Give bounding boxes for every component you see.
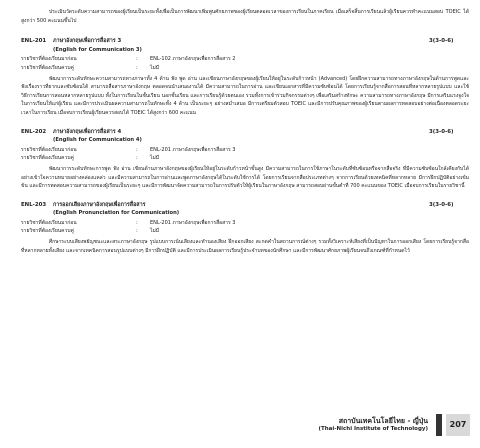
course-block bbox=[21, 201, 469, 256]
corequisite-label: รายวิชาที่ต้องเรียนควบคู่ bbox=[21, 155, 74, 162]
corequisite-value: ไม่มี bbox=[150, 155, 160, 162]
footer-text bbox=[318, 417, 428, 433]
course-title-en: (English Pronunciation for Communication) bbox=[53, 210, 180, 217]
prerequisite-value: ENL-102 ภาษาอังกฤษเพื่อการสื่อสาร 2 bbox=[150, 56, 236, 63]
colon: : bbox=[136, 56, 138, 63]
page-footer bbox=[318, 414, 470, 436]
colon: : bbox=[136, 219, 138, 226]
course-title-th: การออกเสียงภาษาอังกฤษเพื่อการสื่อสาร bbox=[53, 201, 146, 208]
institute-name-th: สถาบันเทคโนโลยีไทย - ญี่ปุ่น bbox=[338, 417, 428, 425]
course-code: ENL-202 bbox=[21, 128, 47, 135]
colon: : bbox=[136, 155, 138, 162]
colon: : bbox=[136, 146, 138, 153]
course-heading bbox=[21, 128, 469, 137]
course-description: พัฒนาการระดับทักษะความสามารถทางภาษาทั้ง 4 ด้าน ฟัง พูด อ่าน และเขียนภาษาอังกฤษของผู้เรียนให้อยู่ในระดับก้าวหน้า (Advanced) โดยฝึกความสามารถทางภาษาอังกฤษในด้านการพูดและฟังเรื่องราวที่ยากและซับซ้อนได้ สามารถสื่อสารภาษาอังกฤษ ตลอดจนนำเสนองานได้ มีความสามารถในการอ่าน และเขียนเอกสารที่มีความซับซ้อนได้ โดยการเรียนรู้จากสื่อการสอนที่หลากหลายรูปแบบ และใช้วิธีการเรียนการสอนหลากหลายรูปแบบ ทั้งในการเรียนในชั้นเรียน นอกชั้นเรียน และการเรียนรู้ด้วยตนเอง รวมทั้งการเข้าร่วมกิจกรรมต่างๆ เพื่อเสริมสร้างทักษะ ความสามารถทางภาษาอังกฤษ มีการเสริมแรงจูงใจในการเรียนให้แก่ผู้เรียน และมีการประเมินผลความสามารถในทักษะทั้ง 4 ด้าน เป็นระยะๆ อย่างสม่ำเสมอ มีการเตรียมตัวสอบ TOEIC และมีการปรับคุณภาพของผู้เรียนตามผลการทดสอบอย่างต่อเนื่องตลอดระยะเวลาในการเรียน เมื่อจบการเรียนผู้เรียนควรสอบได้ TOEIC ได้สูงกว่า 600 คะแนน bbox=[21, 75, 469, 116]
course-title-th: ภาษาอังกฤษเพื่อการสื่อสาร 3 bbox=[53, 38, 122, 45]
course-heading bbox=[21, 37, 469, 46]
corequisite-label: รายวิชาที่ต้องเรียนควบคู่ bbox=[21, 64, 74, 71]
page-content bbox=[21, 8, 469, 265]
page-number: 207 bbox=[446, 414, 470, 436]
prerequisite-row bbox=[21, 146, 469, 155]
colon: : bbox=[136, 64, 138, 71]
corequisite-label: รายวิชาที่ต้องเรียนควบคู่ bbox=[21, 228, 74, 235]
course-code: ENL-203 bbox=[21, 201, 47, 208]
prerequisite-label: รายวิชาที่ต้องเรียนมาก่อน bbox=[21, 146, 77, 153]
course-description: ศึกษาระบบเสียงพยัญชนะและสระภาษาอังกฤษ รูปแบบการเน้นเสียงและทำนองเสียง ฝึกออกเสียง สะกดคำในสถานการณ์ต่างๆ รวมทั้งวิเคราะห์เสียงที่เป็นปัญหาในการออกเสียง โดยการเรียนรู้จากสื่อที่หลากหลายทั้งเสียง และจากเทคนิคการสอนรูปแบบต่างๆ มีการฝึกปฏิบัติ และมีการประเมินผลการเรียนรู้ประจำบทของนักศึกษา และมีการพัฒนาศักยภาพผู้เรียนจนถึงเกณฑ์ที่กำหนดไว้ bbox=[21, 239, 469, 254]
corequisite-row bbox=[21, 154, 469, 163]
course-credits: 3(3-0-6) bbox=[429, 128, 454, 135]
course-description: พัฒนาการระดับทักษะการพูด ฟัง อ่าน เขียนด้านภาษาอังกฤษของผู้เรียนให้อยู่ในระดับก้าวหน้าขั้นสูง มีความสามารถในการใช้ภาษาในระดับที่ซับซ้อนหรือจากสื่อจริง ที่มีความซับซ้อนใกล้เคียงกับได้อย่างเข้าใจความหมายอย่างคล่องแคล่ว และมีความสามารถในการอ่านและพูดภาษาอังกฤษได้ในระดับใช้การได้ โดยการเรียนจากสื่อประเภทต่างๆ จากการเรียนด้วยเทคนิคที่หลากหลาย มีการฝึกปฏิบัติอย่างเข้มข้น และมีการทดสอบความสามารถของผู้เรียนเป็นระยะๆ และมีการพัฒนาจัดความสามารถในการปรับตัวให้ผู้เรียนในภาษาอังกฤษ สามารถสอบผ่านขั้นต่ำที่ 700 คะแนนของ TOEIC เมื่อจบการเรียนในรายวิชานี้ bbox=[21, 165, 469, 190]
prerequisite-value: ENL-201 ภาษาอังกฤษเพื่อการสื่อสาร 3 bbox=[150, 146, 236, 153]
prerequisite-label: รายวิชาที่ต้องเรียนมาก่อน bbox=[21, 219, 77, 226]
course-credits: 3(3-0-6) bbox=[429, 201, 454, 208]
course-title-th: ภาษาอังกฤษเพื่อการสื่อสาร 4 bbox=[53, 128, 122, 135]
institute-name-en: (Thai-Nichi Institute of Technology) bbox=[318, 426, 428, 432]
colon: : bbox=[136, 228, 138, 235]
corequisite-value: ไม่มี bbox=[150, 64, 160, 71]
corequisite-row bbox=[21, 227, 469, 236]
course-code: ENL-201 bbox=[21, 38, 47, 45]
corequisite-row bbox=[21, 64, 469, 73]
course-block bbox=[21, 128, 469, 191]
footer-divider-bar bbox=[436, 414, 442, 436]
prerequisite-label: รายวิชาที่ต้องเรียนมาก่อน bbox=[21, 56, 77, 63]
course-block bbox=[21, 37, 469, 117]
prerequisite-row bbox=[21, 55, 469, 64]
intro-paragraph: ประเมินวัดระดับความสามารถของผู้เรียนเป็นระยะทั้งเพื่อเป็นการพัฒนาเพิ่มพูนศักยภาพของผู้เรียนตลอดเวลาของการเรียนในภาคเรียน เมื่อเสร็จสิ้นการเรียนแล้วผู้เรียนควรทำคะแนนสอบ TOEIC ได้สูงกว่า 500 คะแนนขึ้นไป bbox=[21, 9, 469, 24]
course-title-en: (English for Communication 3) bbox=[53, 46, 142, 53]
course-title-en: (English for Communication 4) bbox=[53, 137, 142, 144]
prerequisite-value: ENL-201 ภาษาอังกฤษเพื่อการสื่อสาร 3 bbox=[150, 219, 236, 226]
course-heading bbox=[21, 201, 469, 210]
prerequisite-row bbox=[21, 219, 469, 228]
course-credits: 3(3-0-6) bbox=[429, 38, 454, 45]
corequisite-value: ไม่มี bbox=[150, 228, 160, 235]
